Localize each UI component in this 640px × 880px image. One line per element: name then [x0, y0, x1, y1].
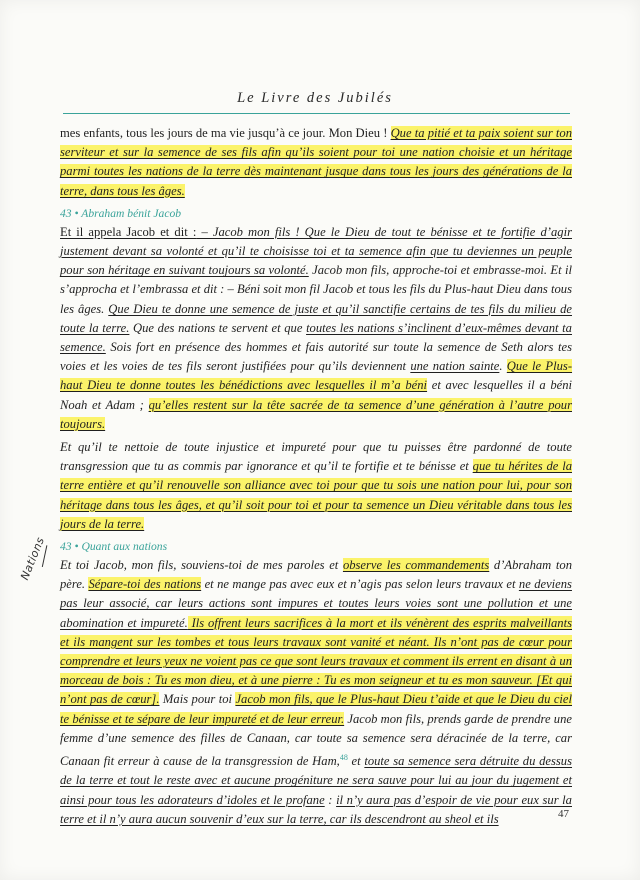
paragraph-1: [60, 124, 572, 201]
highlighted-passage: Ils offrent leurs sacrifices à la mort et ils vénèrent des esprits malveillants: [187, 615, 572, 630]
text-run: Sois fort en présence des hommes et fais autorité sur toute la semence de Seth alors tes voies et les voies de tes fils seront justifiées pour qu’ils deviennent: [60, 340, 572, 374]
highlighted-passage: qu’elles restent sur la tête sacrée de ta semence d’une génération à l’autre pour toujours.: [60, 397, 572, 431]
text-run: mes enfants, tous les jours de ma vie jusqu’à ce jour. Mon Dieu !: [60, 126, 391, 140]
text-run: Jacob mon fils, approche-toi et embrasse-moi. Et il s’approcha et l’embrassa et dit : – Béni soit mon fil Jacob et tous les fils du Plus-haut Dieu dans tous les âges.: [60, 263, 572, 316]
underlined-passage: il n’y aura pas d’espoir de vie pour eux sur la terre et il n’y aura aucun souvenir d’eux sur la terre, car ils descendront au sheol et ils: [60, 792, 572, 826]
underlined-passage: toutes les nations s’inclinent d’eux-mêmes devant ta semence.: [60, 320, 572, 355]
footnote-marker[interactable]: 48: [339, 753, 348, 763]
section-heading-43-nations: 43 • Quant aux nations: [60, 540, 168, 554]
page-body: [60, 124, 572, 833]
header-rule: [63, 113, 570, 114]
page-number: 47: [558, 808, 569, 820]
text-run: et: [347, 754, 365, 769]
text-run: Et toi Jacob, mon fils, souviens-toi de mes paroles et: [60, 558, 343, 573]
text-run: et ne mange pas avec eux et n’agis pas selon leurs travaux et: [201, 577, 519, 592]
text-run: Mais pour toi: [159, 692, 236, 707]
highlighted-passage: Jacob mon fils, que le Plus-haut Dieu t’aide et que le Dieu du ciel te bénisse et te sépare de leur impureté et de leur erreur.: [60, 692, 573, 726]
underlined-passage: une nation sainte: [410, 359, 500, 374]
underlined-passage: toute sa semence sera détruite du dessus de la terre et tout le reste avec et aucune progéniture ne sera sauve pour lui au jour du jugement et ainsi pour tous les adorateurs d’idoles et le profane: [60, 754, 573, 807]
highlighted-passage: Sépare-toi des nations: [88, 577, 202, 592]
text-run: Que des nations te servent et que: [129, 320, 307, 335]
highlighted-passage: que tu hérites de la terre entière et qu’il renouvelle son alliance avec toi pour que tu sois une nation pour lui, pour son héritage dans tous les âges, et qu’il soit pour toi et pour ta semence un Dieu véritable dans tous les jours de la terre.: [60, 459, 572, 531]
underlined-passage: ne deviens pas leur associé, car leurs actions sont impures et toutes leurs voies sont une pollution et une abomination et impureté.: [60, 577, 572, 630]
paragraph-4: [60, 556, 572, 829]
handwritten-margin-note: Nations: [18, 535, 48, 582]
highlighted-passage: observe les commandements: [342, 558, 490, 573]
highlighted-passage: et ils mangent sur les tombes et tous leurs travaux sont vanité et néant. Ils n’ont pas de cœur pour comprendre et leurs yeux ne voient pas ce que sont leurs travaux et comment ils errent en disant à un morceau de bois : Tu es mon dieu, et à une pierre : Tu es mon seigneur et tu es mon sauveur. [Et qui n’ont pas de cœur].: [60, 634, 572, 707]
margin-pen-mark: [42, 545, 55, 568]
underlined-passage: – Jacob mon fils ! Que le Dieu de tout te bénisse et te fortifie d’agir justement devant sa volonté et qu’il te choisisse toi et ta semence afin que tu deviennes un peuple pour son héritage en suivant toujours sa volonté.: [60, 224, 572, 278]
highlighted-passage: Que le Plus-haut Dieu te donne toutes les bénédictions avec lesquelles il m’a béni: [60, 359, 573, 393]
section-heading-43-blessing: 43 • Abraham bénit Jacob: [60, 206, 182, 220]
running-header: Le Livre des Jubilés: [237, 90, 393, 106]
underlined-passage: Que Dieu te donne une semence de juste et qu’il sanctifie certains de tes fils du milieu de toute la terre.: [60, 301, 572, 335]
text-run: Jacob mon fils, prends garde de prendre une femme d’une semence des filles de Canaan, car toute sa semence sera déracinée de la terre, car Canaan fit erreur à cause de la transgression de Ham,: [60, 711, 572, 769]
text-run: Et qu’il te nettoie de toute injustice et impureté pour que tu puisses être pardonné de toute transgression que tu as commis par ignorance et qu’il te fortifie et te bénisse et: [60, 440, 572, 474]
text-run: .: [499, 359, 507, 374]
text-run: :: [324, 792, 337, 807]
highlighted-passage: Que ta pitié et ta paix soient sur ton serviteur et sur la semence de ses fils afin qu’ils soient pour toi une nation choisie et un héritage parmi toutes les nations de la terre dès maintenant jusque dans tous les jours des générations de la terre, dans tous les âges.: [60, 126, 572, 198]
underlined-passage: Et il appela Jacob et dit :: [60, 224, 197, 239]
paragraph-3: [60, 438, 572, 534]
text-run: d’Abraham ton père.: [60, 558, 572, 592]
paragraph-2: [60, 223, 572, 434]
text-run: et avec lesquelles il a béni Noah et Adam ;: [60, 378, 573, 412]
